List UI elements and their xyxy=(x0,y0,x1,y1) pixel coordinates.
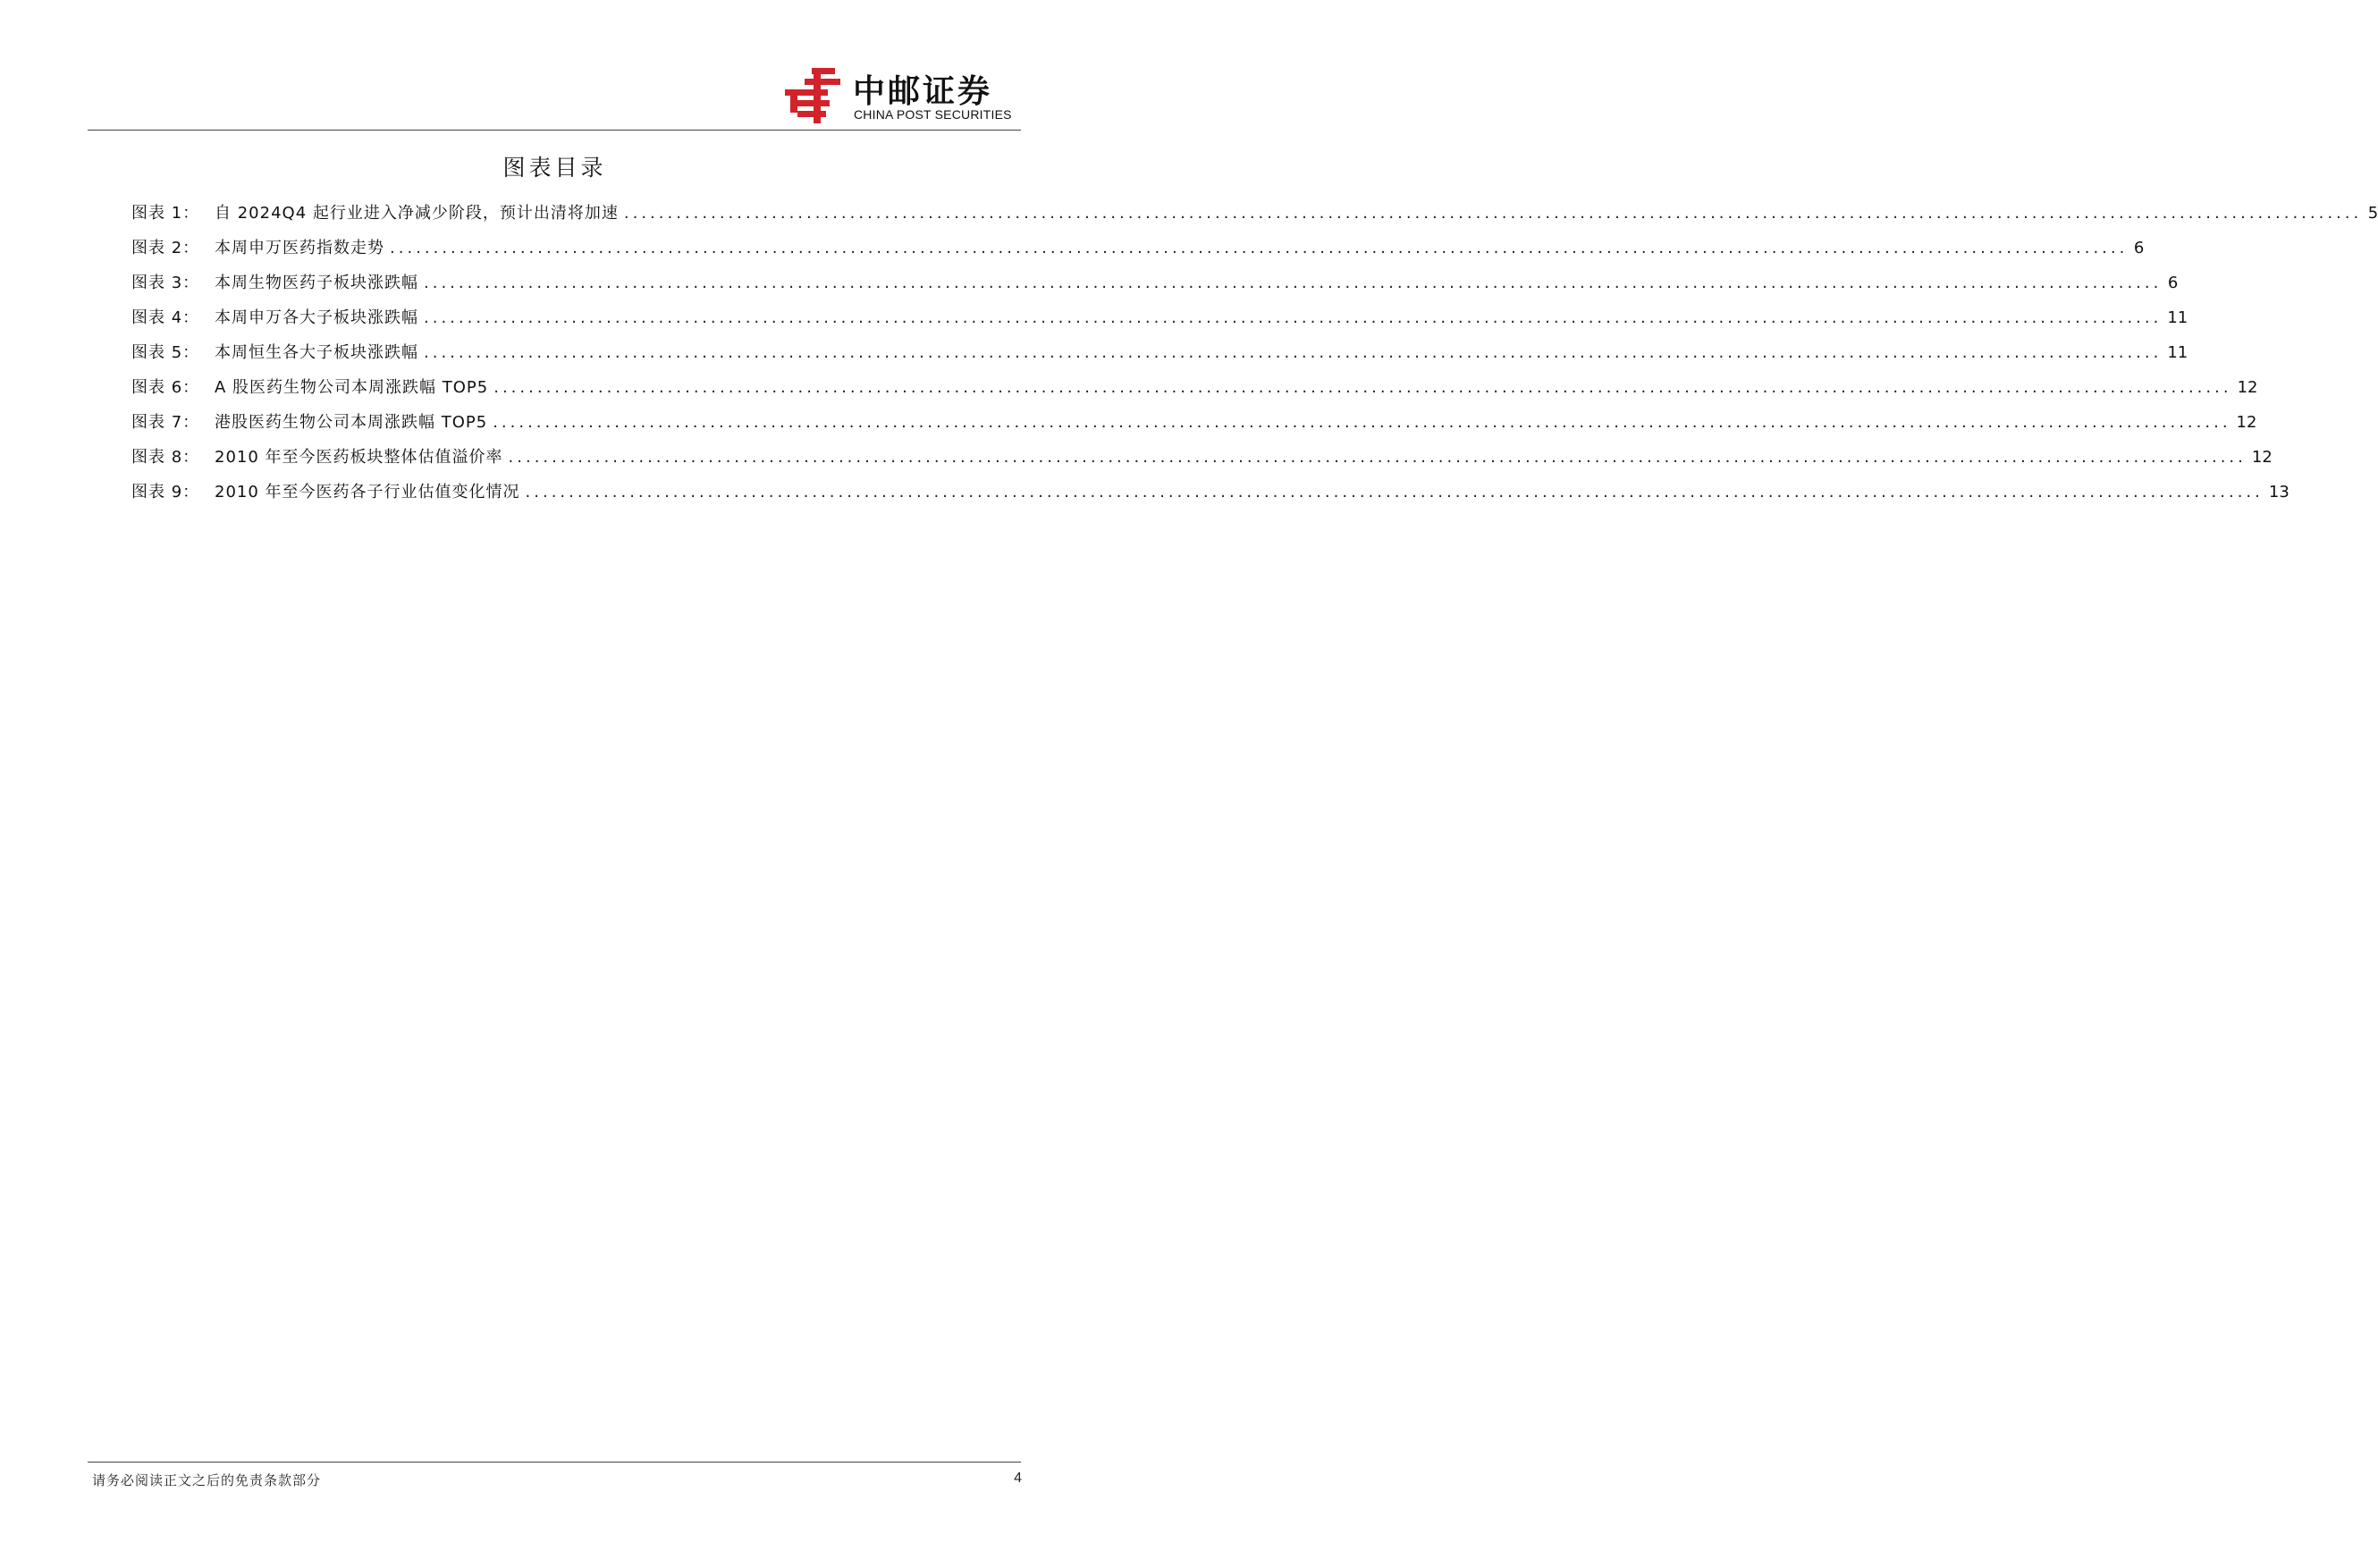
toc-leader-dots: ........................................................................................................................................................................................................ xyxy=(424,343,2163,362)
toc-entry-number: 图表 3： xyxy=(131,274,200,292)
logo-english-name: CHINA POST SECURITIES xyxy=(854,107,1012,122)
toc-leader-dots: ........................................................................................................................................................................................................ xyxy=(424,308,2163,327)
china-post-emblem-icon xyxy=(785,68,844,125)
toc-entry[interactable] xyxy=(131,200,2378,235)
toc-title: 图表目录 xyxy=(502,155,607,181)
toc-entry[interactable] xyxy=(131,340,2188,375)
toc-entry-label: 自 2024Q4 起行业进入净减少阶段，预计出清将加速 xyxy=(215,204,619,223)
toc-entry-page: 5 xyxy=(2367,204,2378,223)
toc-entry-label: 本周恒生各大子板块涨跌幅 xyxy=(215,343,418,362)
toc-entry-label: 2010 年至今医药板块整体估值溢价率 xyxy=(215,448,503,467)
toc-leader-dots: ........................................................................................................................................................................................................ xyxy=(493,378,2232,397)
toc-entry-number: 图表 5： xyxy=(131,343,200,362)
toc-leader-dots: ........................................................................................................................................................................................................ xyxy=(424,274,2163,292)
toc-entry-label: 本周申万各大子板块涨跌幅 xyxy=(215,308,418,327)
footer-disclaimer: 请务必阅读正文之后的免责条款部分 xyxy=(92,1472,322,1488)
toc-entry-number: 图表 9： xyxy=(131,483,200,502)
toc-entry-page: 12 xyxy=(2236,413,2257,432)
company-logo xyxy=(785,68,1028,125)
page-number: 4 xyxy=(1014,1471,1022,1486)
toc-entry-label: A 股医药生物公司本周涨跌幅 TOP5 xyxy=(215,378,489,397)
toc-leader-dots: ........................................................................................................................................................................................................ xyxy=(623,204,2363,223)
toc-entry-label: 本周申万医药指数走势 xyxy=(215,239,384,257)
toc-entry-label: 本周生物医药子板块涨跌幅 xyxy=(215,274,418,292)
toc-leader-dots: ........................................................................................................................................................................................................ xyxy=(390,239,2129,257)
toc-entry-page: 13 xyxy=(2268,483,2289,502)
header-rule xyxy=(88,130,1021,131)
logo-chinese-name: 中邮证券 xyxy=(853,73,993,110)
toc-entry[interactable] xyxy=(131,235,2145,270)
toc-entry-label: 港股医药生物公司本周涨跌幅 TOP5 xyxy=(215,413,488,432)
footer-rule xyxy=(88,1462,1021,1463)
table-of-figures xyxy=(131,200,2378,514)
toc-entry-page: 12 xyxy=(2251,448,2273,467)
toc-entry-page: 6 xyxy=(2167,274,2179,292)
toc-leader-dots: ........................................................................................................................................................................................................ xyxy=(493,413,2231,432)
toc-entry-label: 2010 年至今医药各子行业估值变化情况 xyxy=(215,483,520,502)
toc-entry-number: 图表 7： xyxy=(131,413,200,432)
toc-entry-page: 6 xyxy=(2133,239,2145,257)
toc-entry-number: 图表 4： xyxy=(131,308,200,327)
toc-entry[interactable] xyxy=(131,409,2257,444)
toc-leader-dots: ........................................................................................................................................................................................................ xyxy=(508,448,2247,467)
toc-entry-number: 图表 2： xyxy=(131,239,200,257)
toc-entry[interactable] xyxy=(131,305,2188,340)
toc-entry-page: 11 xyxy=(2167,308,2188,327)
toc-entry[interactable] xyxy=(131,479,2289,514)
toc-entry[interactable] xyxy=(131,444,2273,479)
toc-entry-number: 图表 1： xyxy=(131,204,200,223)
toc-entry[interactable] xyxy=(131,270,2179,305)
toc-entry-page: 11 xyxy=(2167,343,2188,362)
toc-entry-number: 图表 8： xyxy=(131,448,200,467)
toc-entry-number: 图表 6： xyxy=(131,378,200,397)
toc-entry[interactable] xyxy=(131,375,2258,409)
toc-leader-dots: ........................................................................................................................................................................................................ xyxy=(525,483,2264,502)
toc-entry-page: 12 xyxy=(2237,378,2258,397)
